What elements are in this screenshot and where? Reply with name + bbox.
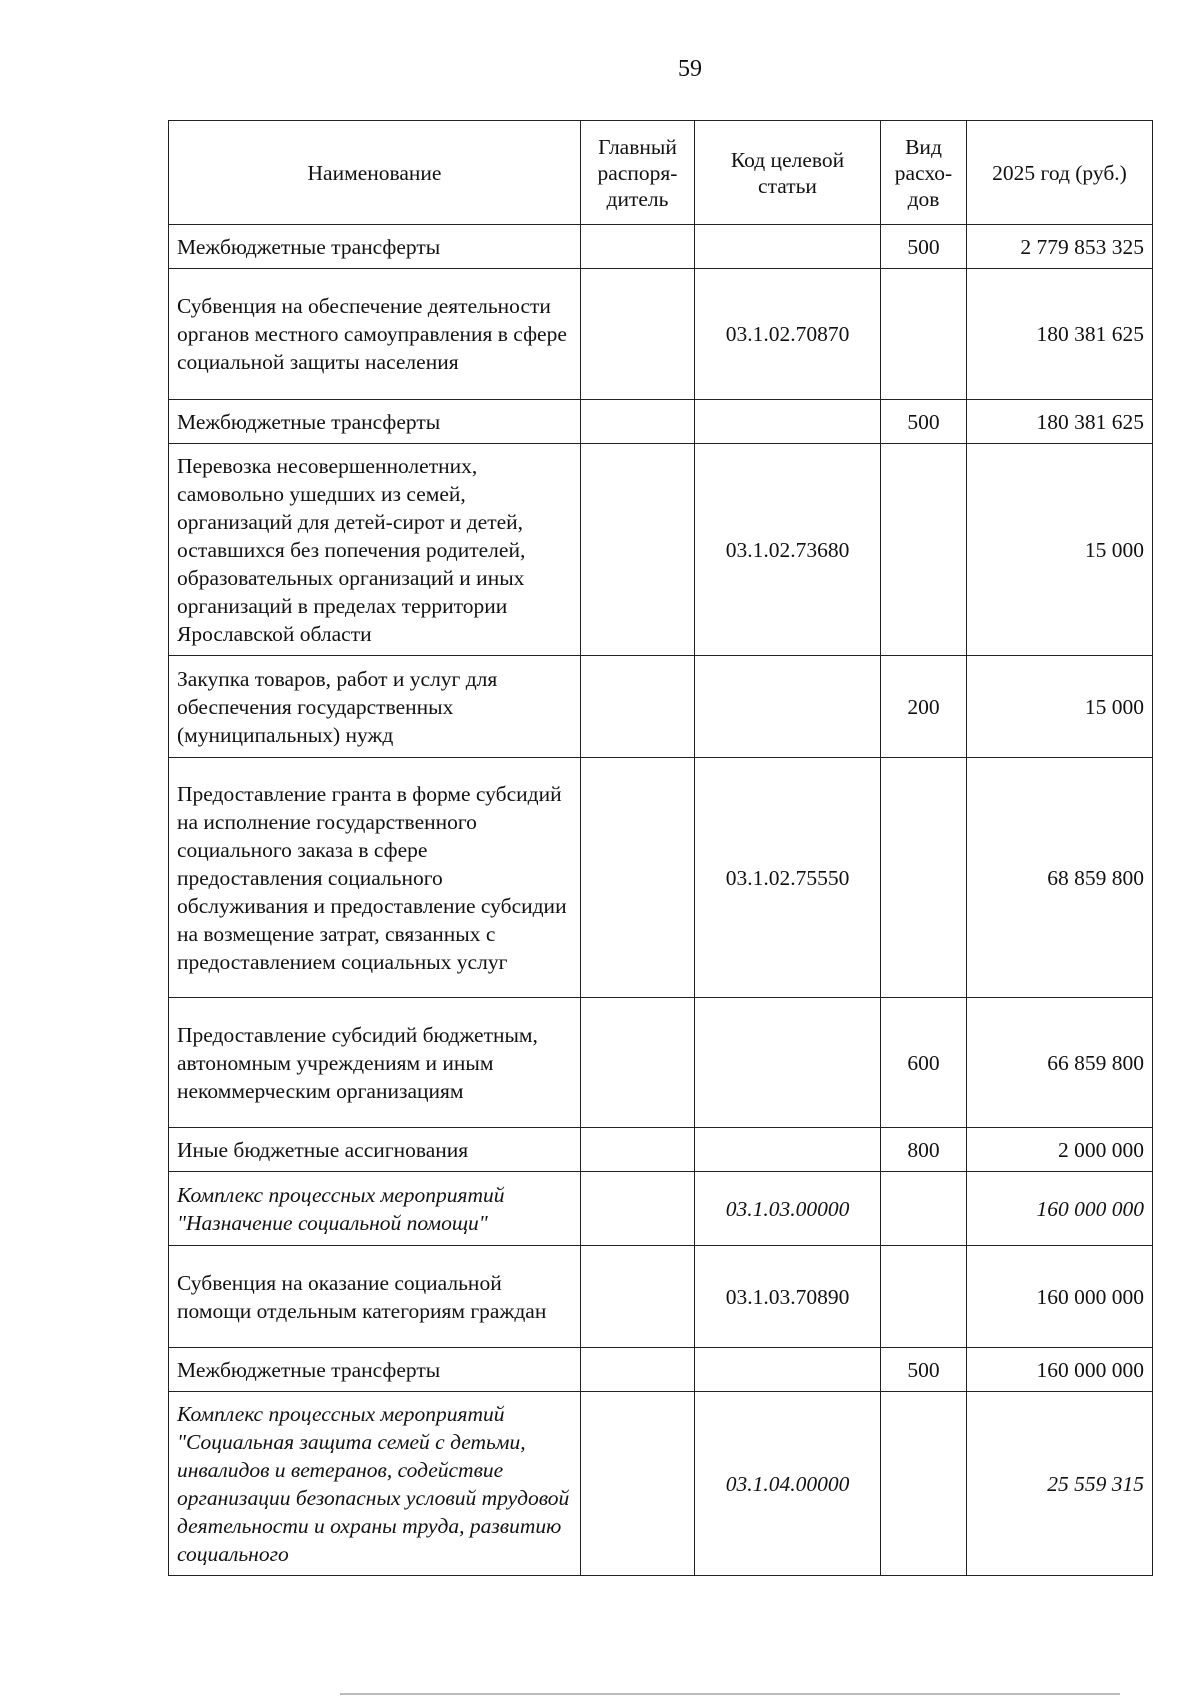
row-amount: 25 559 315	[967, 1392, 1153, 1576]
row-kind: 500	[881, 1348, 967, 1392]
row-amount: 180 381 625	[967, 400, 1153, 444]
row-code: 03.1.02.73680	[695, 444, 881, 656]
row-chief	[581, 998, 695, 1128]
table-row	[169, 1392, 1153, 1576]
row-kind	[881, 269, 967, 400]
row-kind	[881, 1172, 967, 1246]
row-kind	[881, 758, 967, 998]
row-code: 03.1.04.00000	[695, 1392, 881, 1576]
row-kind: 500	[881, 400, 967, 444]
table-row	[169, 1348, 1153, 1392]
row-name: Закупка товаров, работ и услуг для обеспечения государственных (муниципальных) нужд	[169, 656, 581, 758]
row-chief	[581, 656, 695, 758]
header-amount: 2025 год (руб.)	[967, 121, 1153, 225]
header-name: Наименование	[169, 121, 581, 225]
table-row	[169, 269, 1153, 400]
row-name: Межбюджетные трансферты	[169, 400, 581, 444]
table-row	[169, 1128, 1153, 1172]
row-name: Комплекс процессных мероприятий "Назначение социальной помощи"	[169, 1172, 581, 1246]
header-kind: Вид расхо-дов	[881, 121, 967, 225]
row-code	[695, 656, 881, 758]
row-code	[695, 1348, 881, 1392]
row-amount: 2 779 853 325	[967, 225, 1153, 269]
budget-table	[168, 120, 1153, 1576]
row-code: 03.1.03.00000	[695, 1172, 881, 1246]
row-amount: 180 381 625	[967, 269, 1153, 400]
row-code	[695, 400, 881, 444]
row-code	[695, 998, 881, 1128]
table-body	[169, 225, 1153, 1576]
table-row	[169, 758, 1153, 998]
row-chief	[581, 400, 695, 444]
row-amount: 2 000 000	[967, 1128, 1153, 1172]
row-amount: 160 000 000	[967, 1246, 1153, 1348]
row-name: Субвенция на обеспечение деятельности органов местного самоуправления в сфере социальной защиты населения	[169, 269, 581, 400]
row-chief	[581, 1172, 695, 1246]
row-kind: 800	[881, 1128, 967, 1172]
row-amount: 160 000 000	[967, 1172, 1153, 1246]
row-kind	[881, 1246, 967, 1348]
row-chief	[581, 1246, 695, 1348]
row-kind	[881, 444, 967, 656]
row-kind: 200	[881, 656, 967, 758]
row-name: Перевозка несовершеннолетних, самовольно ушедших из семей, организаций для детей-сирот и детей, оставшихся без попечения родителей, образовательных организаций и иных организаций в пределах территории Ярославской области	[169, 444, 581, 656]
row-chief	[581, 444, 695, 656]
row-chief	[581, 758, 695, 998]
row-kind: 600	[881, 998, 967, 1128]
table-row	[169, 400, 1153, 444]
row-name: Межбюджетные трансферты	[169, 1348, 581, 1392]
row-amount: 15 000	[967, 444, 1153, 656]
row-name: Предоставление субсидий бюджетным, автономным учреждениям и иным некоммерческим организациям	[169, 998, 581, 1128]
row-chief	[581, 1392, 695, 1576]
table-row	[169, 444, 1153, 656]
table-row	[169, 998, 1153, 1128]
row-amount: 66 859 800	[967, 998, 1153, 1128]
row-kind: 500	[881, 225, 967, 269]
table-row	[169, 1246, 1153, 1348]
page-bottom-rule	[340, 1693, 1120, 1695]
row-amount: 68 859 800	[967, 758, 1153, 998]
row-code	[695, 1128, 881, 1172]
row-name: Предоставление гранта в форме субсидий на исполнение государственного социального заказа в сфере предоставления социального обслуживания и предоставление субсидии на возмещение затрат, связанных с предоставлением социальных услуг	[169, 758, 581, 998]
row-kind	[881, 1392, 967, 1576]
row-chief	[581, 1128, 695, 1172]
row-chief	[581, 269, 695, 400]
row-code: 03.1.03.70890	[695, 1246, 881, 1348]
row-code: 03.1.02.75550	[695, 758, 881, 998]
header-code: Код целевой статьи	[695, 121, 881, 225]
row-name: Комплекс процессных мероприятий "Социальная защита семей с детьми, инвалидов и ветеранов, содействие организации безопасных условий трудовой деятельности и охраны труда, развитию социального	[169, 1392, 581, 1576]
row-name: Иные бюджетные ассигнования	[169, 1128, 581, 1172]
row-name: Межбюджетные трансферты	[169, 225, 581, 269]
row-amount: 15 000	[967, 656, 1153, 758]
table-row	[169, 1172, 1153, 1246]
row-chief	[581, 225, 695, 269]
page-number: 59	[678, 56, 702, 82]
row-code: 03.1.02.70870	[695, 269, 881, 400]
row-code	[695, 225, 881, 269]
table-header-row	[169, 121, 1153, 225]
row-chief	[581, 1348, 695, 1392]
table-row	[169, 656, 1153, 758]
table-row	[169, 225, 1153, 269]
row-name: Субвенция на оказание социальной помощи отдельным категориям граждан	[169, 1246, 581, 1348]
row-amount: 160 000 000	[967, 1348, 1153, 1392]
header-chief: Главный распоря-дитель	[581, 121, 695, 225]
